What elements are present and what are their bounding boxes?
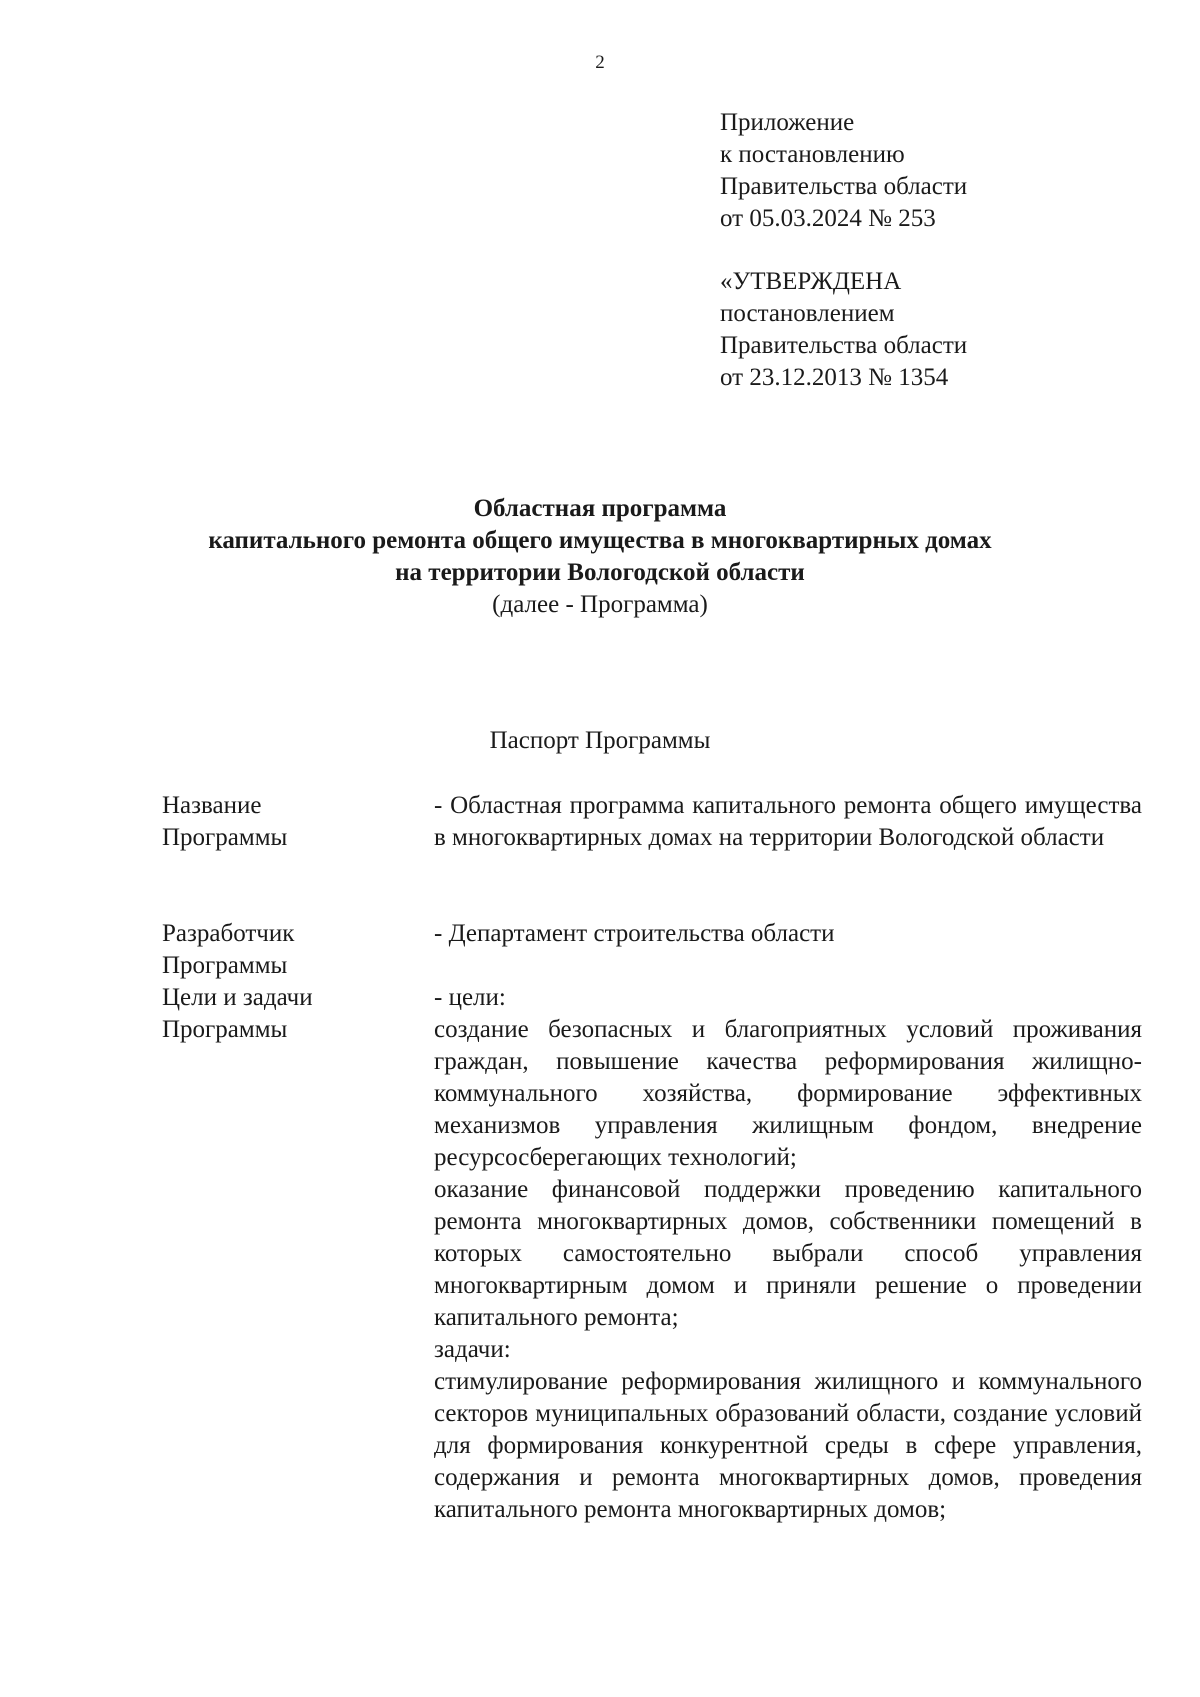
appendix-line: Правительства области xyxy=(720,173,968,200)
label-line: Программы xyxy=(162,1016,288,1043)
value-paragraph: стимулирование реформирования жилищного и коммунального секторов муниципальных образований области, создание условий для формирования конкурентной среды в сфере управления, содержания и ремонта многоквартирных домов, проведения капитального ремонта многоквартирных домов; xyxy=(434,1368,1142,1523)
label-line: Программы xyxy=(162,824,288,851)
program-title xyxy=(0,493,1200,621)
title-line: капитального ремонта общего имущества в многоквартирных домах xyxy=(208,527,992,554)
approved-line: от 23.12.2013 № 1354 xyxy=(720,364,949,391)
appendix-line: от 05.03.2024 № 253 xyxy=(720,205,936,232)
passport-row-developer xyxy=(162,918,1142,982)
appendix-line: к постановлению xyxy=(720,141,905,168)
label-line: Программы xyxy=(162,952,288,979)
appendix-header xyxy=(720,107,967,394)
passport-row-name xyxy=(162,790,1142,886)
title-subtitle: (далее - Программа) xyxy=(492,591,708,618)
value-paragraph: - цели: xyxy=(434,984,506,1011)
label-line: Разработчик xyxy=(162,920,295,947)
approved-line: «УТВЕРЖДЕНА xyxy=(720,268,902,295)
passport-value xyxy=(434,982,1142,1526)
approved-line: Правительства области xyxy=(720,332,968,359)
value-paragraph: оказание финансовой поддержки проведению капитального ремонта многоквартирных домов, собственники помещений в которых самостоятельно выбрали способ управления многоквартирным домом и приняли решение о проведении капитального ремонта; xyxy=(434,1176,1142,1331)
value-paragraph: - Областная программа капитального ремонта общего имущества в многоквартирных домах на территории Вологодской области xyxy=(434,792,1142,851)
approved-line: постановлением xyxy=(720,300,895,327)
value-paragraph: создание безопасных и благоприятных условий проживания граждан, повышение качества реформирования жилищно-коммунального хозяйства, формирование эффективных механизмов управления жилищным фондом, внедрение ресурсосберегающих технологий; xyxy=(434,1016,1142,1171)
passport-value xyxy=(434,790,1142,854)
page-number: 2 xyxy=(595,52,605,73)
label-line: Название xyxy=(162,792,262,819)
passport-value xyxy=(434,918,1142,950)
label-line: Цели и задачи xyxy=(162,984,313,1011)
title-line: на территории Вологодской области xyxy=(395,559,805,586)
value-paragraph: задачи: xyxy=(434,1336,511,1363)
title-line: Областная программа xyxy=(473,495,727,522)
passport-label xyxy=(162,918,422,982)
appendix-line: Приложение xyxy=(720,109,855,136)
value-paragraph: - Департамент строительства области xyxy=(434,920,835,947)
passport-row-goals xyxy=(162,982,1142,1622)
passport-label xyxy=(162,790,422,854)
passport-heading: Паспорт Программы xyxy=(489,727,711,754)
passport-label xyxy=(162,982,422,1046)
